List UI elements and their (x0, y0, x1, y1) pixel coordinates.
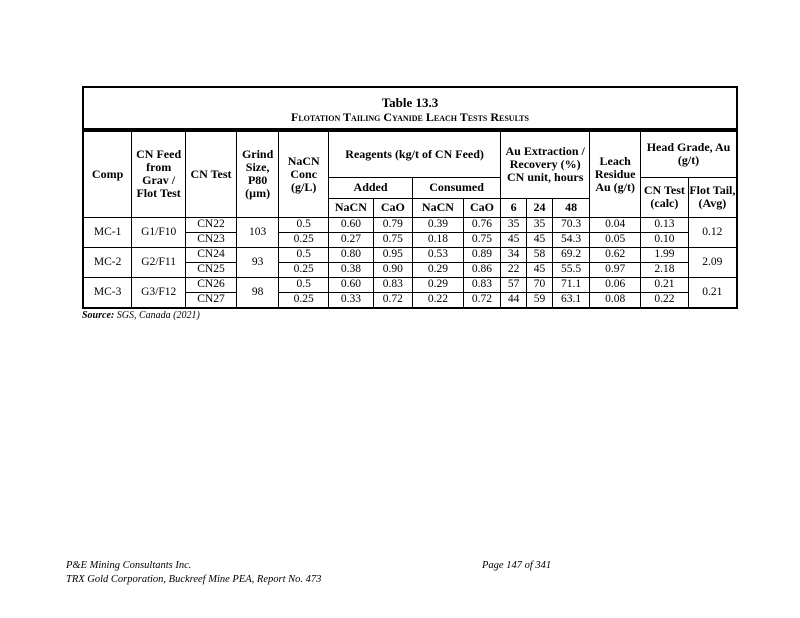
table-caption: Flotation Tailing Cyanide Leach Tests Results (291, 109, 529, 124)
cell-h6: 57 (501, 277, 527, 292)
cell-add-nacn: 0.27 (329, 232, 374, 247)
header-grind-unit: (µm) (245, 186, 271, 201)
cell-con-nacn: 0.18 (413, 232, 464, 247)
cell-residue: 0.05 (590, 232, 641, 247)
cell-calc: 0.21 (641, 277, 689, 292)
header-consumed-nacn: NaCN (413, 198, 464, 217)
cell-add-nacn: 0.33 (329, 292, 374, 308)
header-head-grade: Head Grade, Au (g/t) (641, 131, 737, 177)
cell-con-cao: 0.75 (463, 232, 500, 247)
cell-con-cao: 0.76 (463, 217, 500, 232)
cell-add-nacn: 0.38 (329, 262, 374, 277)
header-grind (236, 131, 278, 217)
cell-calc: 1.99 (641, 247, 689, 262)
header-cn-test-calc: CN Test (calc) (641, 177, 689, 217)
header-nacn-conc: NaCN Conc (g/L) (279, 131, 329, 217)
cell-comp: MC-2 (83, 247, 132, 277)
cell-h48: 69.2 (552, 247, 589, 262)
cell-test: CN27 (186, 292, 237, 308)
cell-add-nacn: 0.60 (329, 217, 374, 232)
results-table (82, 130, 738, 309)
header-added-nacn: NaCN (329, 198, 374, 217)
cell-calc: 0.22 (641, 292, 689, 308)
cell-conc: 0.5 (279, 277, 329, 292)
header-added: Added (329, 177, 413, 198)
table-row (83, 217, 737, 232)
header-consumed: Consumed (413, 177, 501, 198)
cell-feed: G1/F10 (132, 217, 186, 247)
cell-grind: 93 (236, 247, 278, 277)
header-cn-test: CN Test (186, 131, 237, 217)
cell-con-cao: 0.86 (463, 262, 500, 277)
cell-grind: 103 (236, 217, 278, 247)
table-number: Table 13.3 (381, 94, 439, 110)
cell-con-nacn: 0.39 (413, 217, 464, 232)
header-grind-p80: P80 (247, 173, 268, 188)
header-cn-feed: CN Feed from Grav / Flot Test (132, 131, 186, 217)
cell-h24: 35 (527, 217, 553, 232)
source-text: SGS, Canada (2021) (116, 310, 200, 321)
title-table (82, 86, 738, 130)
cell-h48: 70.3 (552, 217, 589, 232)
cell-add-cao: 0.95 (373, 247, 412, 262)
cell-conc: 0.25 (279, 262, 329, 277)
cell-h6: 45 (501, 232, 527, 247)
cell-test: CN26 (186, 277, 237, 292)
cell-conc: 0.25 (279, 232, 329, 247)
cell-h24: 59 (527, 292, 553, 308)
cell-con-cao: 0.83 (463, 277, 500, 292)
footer-page-number: Page 147 of 341 (482, 560, 552, 571)
cell-add-cao: 0.72 (373, 292, 412, 308)
cell-conc: 0.5 (279, 247, 329, 262)
header-grind-label: Grind Size, (241, 147, 274, 175)
cell-con-nacn: 0.53 (413, 247, 464, 262)
source-note (82, 310, 200, 321)
cell-h48: 54.3 (552, 232, 589, 247)
cell-calc: 0.10 (641, 232, 689, 247)
cell-comp: MC-3 (83, 277, 132, 308)
cell-h24: 45 (527, 232, 553, 247)
cell-h6: 22 (501, 262, 527, 277)
header-consumed-cao: CaO (463, 198, 500, 217)
cell-h24: 58 (527, 247, 553, 262)
cell-con-nacn: 0.29 (413, 277, 464, 292)
cell-grind: 98 (236, 277, 278, 308)
cell-test: CN24 (186, 247, 237, 262)
cell-h24: 70 (527, 277, 553, 292)
table-row (83, 277, 737, 292)
header-reagents: Reagents (kg/t of CN Feed) (329, 131, 501, 177)
cell-residue: 0.08 (590, 292, 641, 308)
cell-comp: MC-1 (83, 217, 132, 247)
header-comp: Comp (83, 131, 132, 217)
cell-h24: 45 (527, 262, 553, 277)
cell-feed: G3/F12 (132, 277, 186, 308)
cell-h48: 55.5 (552, 262, 589, 277)
cell-add-cao: 0.83 (373, 277, 412, 292)
cell-con-nacn: 0.29 (413, 262, 464, 277)
source-label: Source: (82, 310, 115, 321)
footer-report: TRX Gold Corporation, Buckreef Mine PEA, Report No. 473 (66, 574, 322, 585)
cell-flot-tail: 2.09 (688, 247, 737, 277)
cell-residue: 0.62 (590, 247, 641, 262)
cell-con-nacn: 0.22 (413, 292, 464, 308)
cell-h6: 44 (501, 292, 527, 308)
cell-h48: 63.1 (552, 292, 589, 308)
cell-h48: 71.1 (552, 277, 589, 292)
cell-add-cao: 0.79 (373, 217, 412, 232)
cell-test: CN22 (186, 217, 237, 232)
results-table-container (82, 86, 738, 309)
header-hour-48: 48 (552, 198, 589, 217)
cell-residue: 0.06 (590, 277, 641, 292)
header-leach-residue: Leach Residue Au (g/t) (590, 131, 641, 217)
cell-add-cao: 0.90 (373, 262, 412, 277)
cell-con-cao: 0.89 (463, 247, 500, 262)
cell-con-cao: 0.72 (463, 292, 500, 308)
cell-conc: 0.5 (279, 217, 329, 232)
cell-calc: 2.18 (641, 262, 689, 277)
cell-flot-tail: 0.12 (688, 217, 737, 247)
header-au-extraction: Au Extraction / Recovery (%) CN unit, hours (501, 131, 590, 198)
header-added-cao: CaO (373, 198, 412, 217)
cell-flot-tail: 0.21 (688, 277, 737, 308)
cell-test: CN23 (186, 232, 237, 247)
cell-residue: 0.04 (590, 217, 641, 232)
cell-h6: 34 (501, 247, 527, 262)
footer-company: P&E Mining Consultants Inc. (66, 560, 192, 571)
cell-add-nacn: 0.80 (329, 247, 374, 262)
header-hour-6: 6 (501, 198, 527, 217)
cell-test: CN25 (186, 262, 237, 277)
cell-calc: 0.13 (641, 217, 689, 232)
cell-conc: 0.25 (279, 292, 329, 308)
cell-residue: 0.97 (590, 262, 641, 277)
table-title (83, 87, 737, 129)
table-row (83, 247, 737, 262)
cell-h6: 35 (501, 217, 527, 232)
cell-add-cao: 0.75 (373, 232, 412, 247)
cell-add-nacn: 0.60 (329, 277, 374, 292)
cell-feed: G2/F11 (132, 247, 186, 277)
header-flot-tail: Flot Tail, (Avg) (688, 177, 737, 217)
header-hour-24: 24 (527, 198, 553, 217)
